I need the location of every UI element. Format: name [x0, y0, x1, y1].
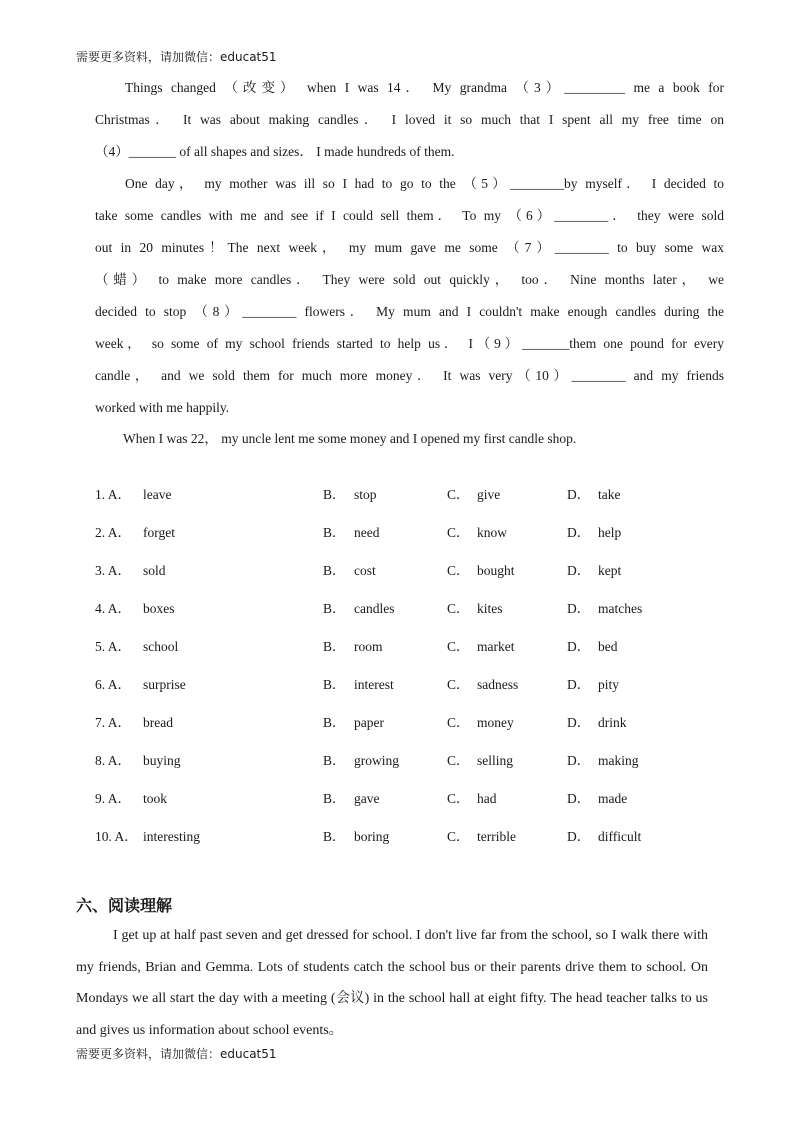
option-c-letter: C． — [447, 563, 470, 578]
reading-line: and gives us information about school events。 — [76, 1022, 343, 1038]
option-b: boring — [354, 829, 390, 844]
question-number: 4. A． — [95, 601, 132, 616]
option-row — [95, 818, 735, 856]
reading-line: my friends, Brian and Gemma. Lots of students catch the school bus or their parents drive them to school. On — [76, 959, 708, 975]
question-number: 5. A． — [95, 639, 132, 654]
reading-line: Mondays we all start the day with a meeting (会议) in the school hall at eight fifty. The head teacher talks to us — [76, 991, 708, 1006]
option-b: interest — [354, 677, 394, 692]
passage-line: （蜡） to make more candles． They were sold out quickly， too． Nine months later， we — [95, 272, 724, 287]
option-a: took — [143, 791, 168, 806]
option-a: bread — [143, 715, 173, 730]
option-c-letter: C． — [447, 487, 470, 502]
option-d-letter: D． — [567, 525, 591, 540]
option-d: making — [598, 753, 639, 768]
passage-line: （4）_______ of all shapes and sizes． I made hundreds of them. — [95, 144, 455, 159]
option-b-letter: B． — [323, 563, 346, 578]
option-a: boxes — [143, 601, 175, 616]
option-a: sold — [143, 563, 166, 578]
option-row — [95, 742, 735, 780]
option-b-letter: B． — [323, 791, 346, 806]
option-c: selling — [477, 753, 513, 768]
option-b: growing — [354, 753, 399, 768]
option-b-letter: B． — [323, 829, 346, 844]
option-d-letter: D． — [567, 639, 591, 654]
footer-note: 需要更多资料，请加微信：educat51 — [76, 1047, 277, 1061]
option-c: market — [477, 639, 515, 654]
option-c-letter: C． — [447, 525, 470, 540]
option-row — [95, 476, 735, 514]
option-d-letter: D． — [567, 753, 591, 768]
passage-line: Christmas． It was about making candles． I loved it so much that I spent all my free time on — [95, 112, 724, 127]
option-a: interesting — [143, 829, 200, 844]
option-b: stop — [354, 487, 377, 502]
reading-line: I get up at half past seven and get dressed for school. I don't live far from the school, so I walk there with — [113, 928, 708, 943]
option-c: terrible — [477, 829, 516, 844]
option-b: candles — [354, 601, 395, 616]
question-number: 2. A． — [95, 525, 132, 540]
option-c: money — [477, 715, 514, 730]
option-row — [95, 704, 735, 742]
passage-line: week， so some of my school friends started to help us． I（9）_______them one pound for every — [95, 336, 724, 351]
option-b-letter: B． — [323, 715, 346, 730]
option-c: know — [477, 525, 507, 540]
option-row — [95, 514, 735, 552]
option-d: take — [598, 487, 621, 502]
option-b: gave — [354, 791, 380, 806]
passage-line: candle， and we sold them for much more money． It was very（10）________ and my friends — [95, 368, 724, 383]
option-d-letter: D． — [567, 829, 591, 844]
passage-line: One day， my mother was ill so I had to go to the （5）________by myself． I decided to — [125, 176, 724, 191]
option-row — [95, 780, 735, 818]
question-number: 7. A． — [95, 715, 132, 730]
option-b-letter: B． — [323, 487, 346, 502]
option-c: bought — [477, 563, 515, 578]
option-c: sadness — [477, 677, 519, 692]
question-number: 3. A． — [95, 563, 132, 578]
option-d: bed — [598, 639, 618, 654]
question-number: 8. A． — [95, 753, 132, 768]
option-b-letter: B． — [323, 601, 346, 616]
option-d: made — [598, 791, 628, 806]
option-d-letter: D． — [567, 563, 591, 578]
passage-line: decided to stop （8）________ flowers． My mum and I couldn't make enough candles during the — [95, 304, 724, 319]
option-a: surprise — [143, 677, 186, 692]
option-b: need — [354, 525, 380, 540]
option-d-letter: D． — [567, 487, 591, 502]
passage-line: take some candles with me and see if I could sell them． To my （6）________． they were sold — [95, 208, 724, 223]
option-c: give — [477, 487, 501, 502]
question-number: 1. A． — [95, 487, 132, 502]
option-c-letter: C． — [447, 753, 470, 768]
option-a: school — [143, 639, 179, 654]
option-c-letter: C． — [447, 601, 470, 616]
option-d: drink — [598, 715, 627, 730]
option-d: pity — [598, 677, 620, 692]
question-number: 9. A． — [95, 791, 132, 806]
option-c-letter: C． — [447, 791, 470, 806]
option-row — [95, 666, 735, 704]
option-row — [95, 628, 735, 666]
passage-line: Things changed （改变） when I was 14． My grandma （3）_________ me a book for — [125, 80, 724, 95]
question-number: 6. A． — [95, 677, 132, 692]
option-b: cost — [354, 563, 376, 578]
option-c: kites — [477, 601, 503, 616]
passage-line: worked with me happily. — [95, 400, 230, 415]
passage-line: out in 20 minutes！The next week， my mum gave me some （7）________ to buy some wax — [95, 240, 724, 255]
option-row — [95, 590, 735, 628]
option-d: difficult — [598, 829, 642, 844]
option-b-letter: B． — [323, 753, 346, 768]
passage-line: When I was 22， my uncle lent me some money and I opened my first candle shop. — [123, 431, 577, 446]
option-d: kept — [598, 563, 622, 578]
option-d: matches — [598, 601, 643, 616]
option-c-letter: C． — [447, 639, 470, 654]
option-c-letter: C． — [447, 715, 470, 730]
header-note: 需要更多资料，请加微信：educat51 — [76, 50, 277, 64]
option-d-letter: D． — [567, 601, 591, 616]
answer-options — [95, 476, 735, 856]
option-c-letter: C． — [447, 677, 470, 692]
option-a: leave — [143, 487, 172, 502]
question-number: 10. A． — [95, 829, 138, 844]
option-d-letter: D． — [567, 791, 591, 806]
option-b-letter: B． — [323, 677, 346, 692]
option-row — [95, 552, 735, 590]
option-a: buying — [143, 753, 181, 768]
option-d-letter: D． — [567, 677, 591, 692]
cloze-passage — [95, 72, 724, 454]
option-b-letter: B． — [323, 639, 346, 654]
option-a: forget — [143, 525, 175, 540]
option-b: room — [354, 639, 383, 654]
option-d-letter: D． — [567, 715, 591, 730]
option-b: paper — [354, 715, 384, 730]
option-c-letter: C． — [447, 829, 470, 844]
option-d: help — [598, 525, 622, 540]
option-c: had — [477, 791, 497, 806]
reading-passage — [76, 920, 708, 1046]
section-title: 六、阅读理解 — [76, 896, 173, 915]
option-b-letter: B． — [323, 525, 346, 540]
